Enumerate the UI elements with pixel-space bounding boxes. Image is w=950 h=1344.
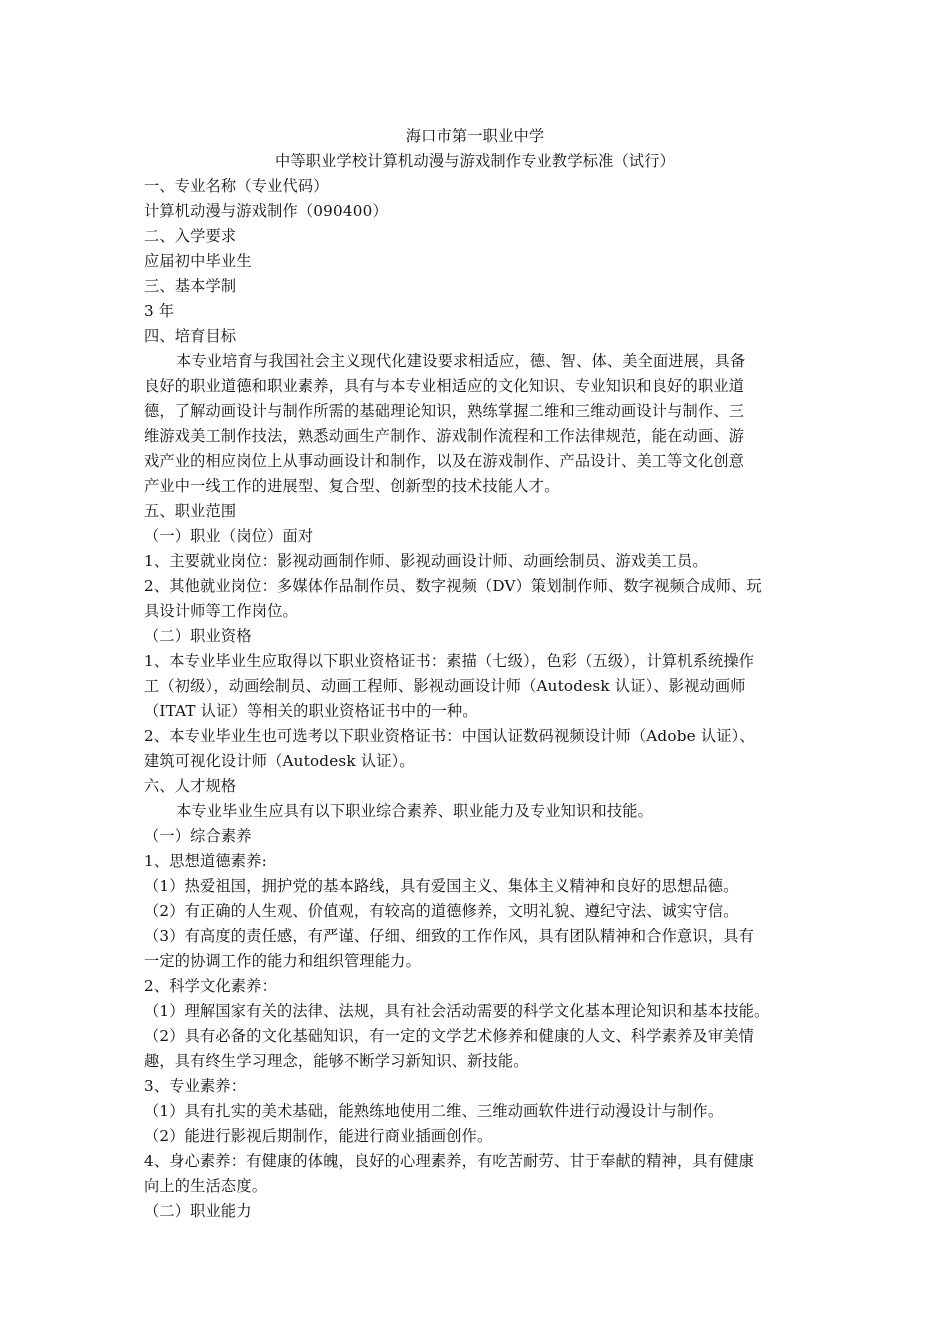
paragraph-line: 趣，具有终生学习理念，能够不断学习新知识、新技能。	[144, 1052, 529, 1070]
paragraph-line: 1、本专业毕业生应取得以下职业资格证书：素描（七级），色彩（五级），计算机系统操作	[144, 652, 755, 670]
paragraph-line: （ITAT 认证）等相关的职业资格证书中的一种。	[144, 702, 478, 720]
section-heading: 一、专业名称（专业代码）	[144, 177, 329, 195]
paragraph-line: （2）具有必备的文化基础知识，有一定的文学艺术修养和健康的人文、科学素养及审美情	[144, 1027, 754, 1045]
paragraph-line: 维游戏美工制作技法，熟悉动画生产制作、游戏制作流程和工作法律规范，能在动画、游	[144, 427, 745, 445]
subsection-heading: （一）综合素养	[144, 827, 252, 845]
section-heading: 二、入学要求	[144, 227, 237, 245]
section-heading: 四、培育目标	[144, 327, 237, 345]
paragraph-line: 德，了解动画设计与制作所需的基础理论知识，熟练掌握二维和三维动画设计与制作、三	[144, 402, 745, 420]
paragraph-line: 1、思想道德素养:	[144, 852, 267, 870]
subsection-heading: （二）职业资格	[144, 627, 252, 645]
paragraph-line: 2、本专业毕业生也可选考以下职业资格证书：中国认证数码视频设计师（Adobe 认证）、	[144, 727, 755, 745]
paragraph-line: 向上的生活态度。	[144, 1177, 268, 1195]
school-name: 海口市第一职业中学	[405, 127, 545, 145]
paragraph-line: 2、其他就业岗位：多媒体作品制作员、数字视频（DV）策划制作师、数字视频合成师、玩	[144, 577, 762, 595]
subsection-heading: （一）职业（岗位）面对	[144, 527, 314, 545]
section-heading: 五、职业范围	[144, 502, 237, 520]
paragraph-line: 3 年	[144, 302, 175, 320]
paragraph-line: （1）热爱祖国，拥护党的基本路线，具有爱国主义、集体主义精神和良好的思想品德。	[144, 877, 739, 895]
paragraph-line: 良好的职业道德和职业素养，具有与本专业相适应的文化知识、专业知识和良好的职业道	[144, 377, 745, 395]
paragraph-line: 本专业培育与我国社会主义现代化建设要求相适应，德、智、体、美全面进展，具备	[176, 352, 746, 370]
paragraph-line: 1、主要就业岗位：影视动画制作师、影视动画设计师、动画绘制员、游戏美工员。	[144, 552, 708, 570]
paragraph-line: （2）有正确的人生观、价值观，有较高的道德修养，文明礼貌、遵纪守法、诚实守信。	[144, 902, 739, 920]
paragraph-line: 4、身心素养：有健康的体魄，良好的心理素养，有吃苦耐劳、甘于奉献的精神，具有健康	[144, 1152, 754, 1170]
paragraph-line: 建筑可视化设计师（Autodesk 认证）。	[144, 752, 415, 770]
paragraph-line: （3）有高度的责任感，有严谨、仔细、细致的工作作风，具有团队精神和合作意识，具有	[144, 927, 754, 945]
section-heading: 三、基本学制	[144, 277, 237, 295]
paragraph-line: 一定的协调工作的能力和组织管理能力。	[144, 952, 421, 970]
subsection-heading: （二）职业能力	[144, 1202, 252, 1220]
paragraph-line: 计算机动漫与游戏制作（090400）	[144, 202, 388, 220]
paragraph-line: （1）具有扎实的美术基础，能熟练地使用二维、三维动画软件进行动漫设计与制作。	[144, 1102, 724, 1120]
paragraph-line: 本专业毕业生应具有以下职业综合素养、职业能力及专业知识和技能。	[176, 802, 654, 820]
document-title: 中等职业学校计算机动漫与游戏制作专业教学标准（试行）	[274, 152, 676, 170]
paragraph-line: （2）能进行影视后期制作，能进行商业插画创作。	[144, 1127, 493, 1145]
paragraph-line: 3、专业素养：	[144, 1077, 247, 1095]
paragraph-line: 工（初级），动画绘制员、动画工程师、影视动画设计师（Autodesk 认证）、影视动画师	[144, 677, 746, 695]
paragraph-line: 应届初中毕业生	[144, 252, 252, 270]
paragraph-line: （1）理解国家有关的法律、法规，具有社会活动需要的科学文化基本理论知识和基本技能。	[144, 1002, 770, 1020]
paragraph-line: 产业中一线工作的进展型、复合型、创新型的技术技能人才。	[144, 477, 560, 495]
paragraph-line: 戏产业的相应岗位上从事动画设计和制作，以及在游戏制作、产品设计、美工等文化创意	[144, 452, 745, 470]
paragraph-line: 2、科学文化素养：	[144, 977, 277, 995]
section-heading: 六、人才规格	[144, 777, 237, 795]
paragraph-line: 具设计师等工作岗位。	[144, 602, 298, 620]
